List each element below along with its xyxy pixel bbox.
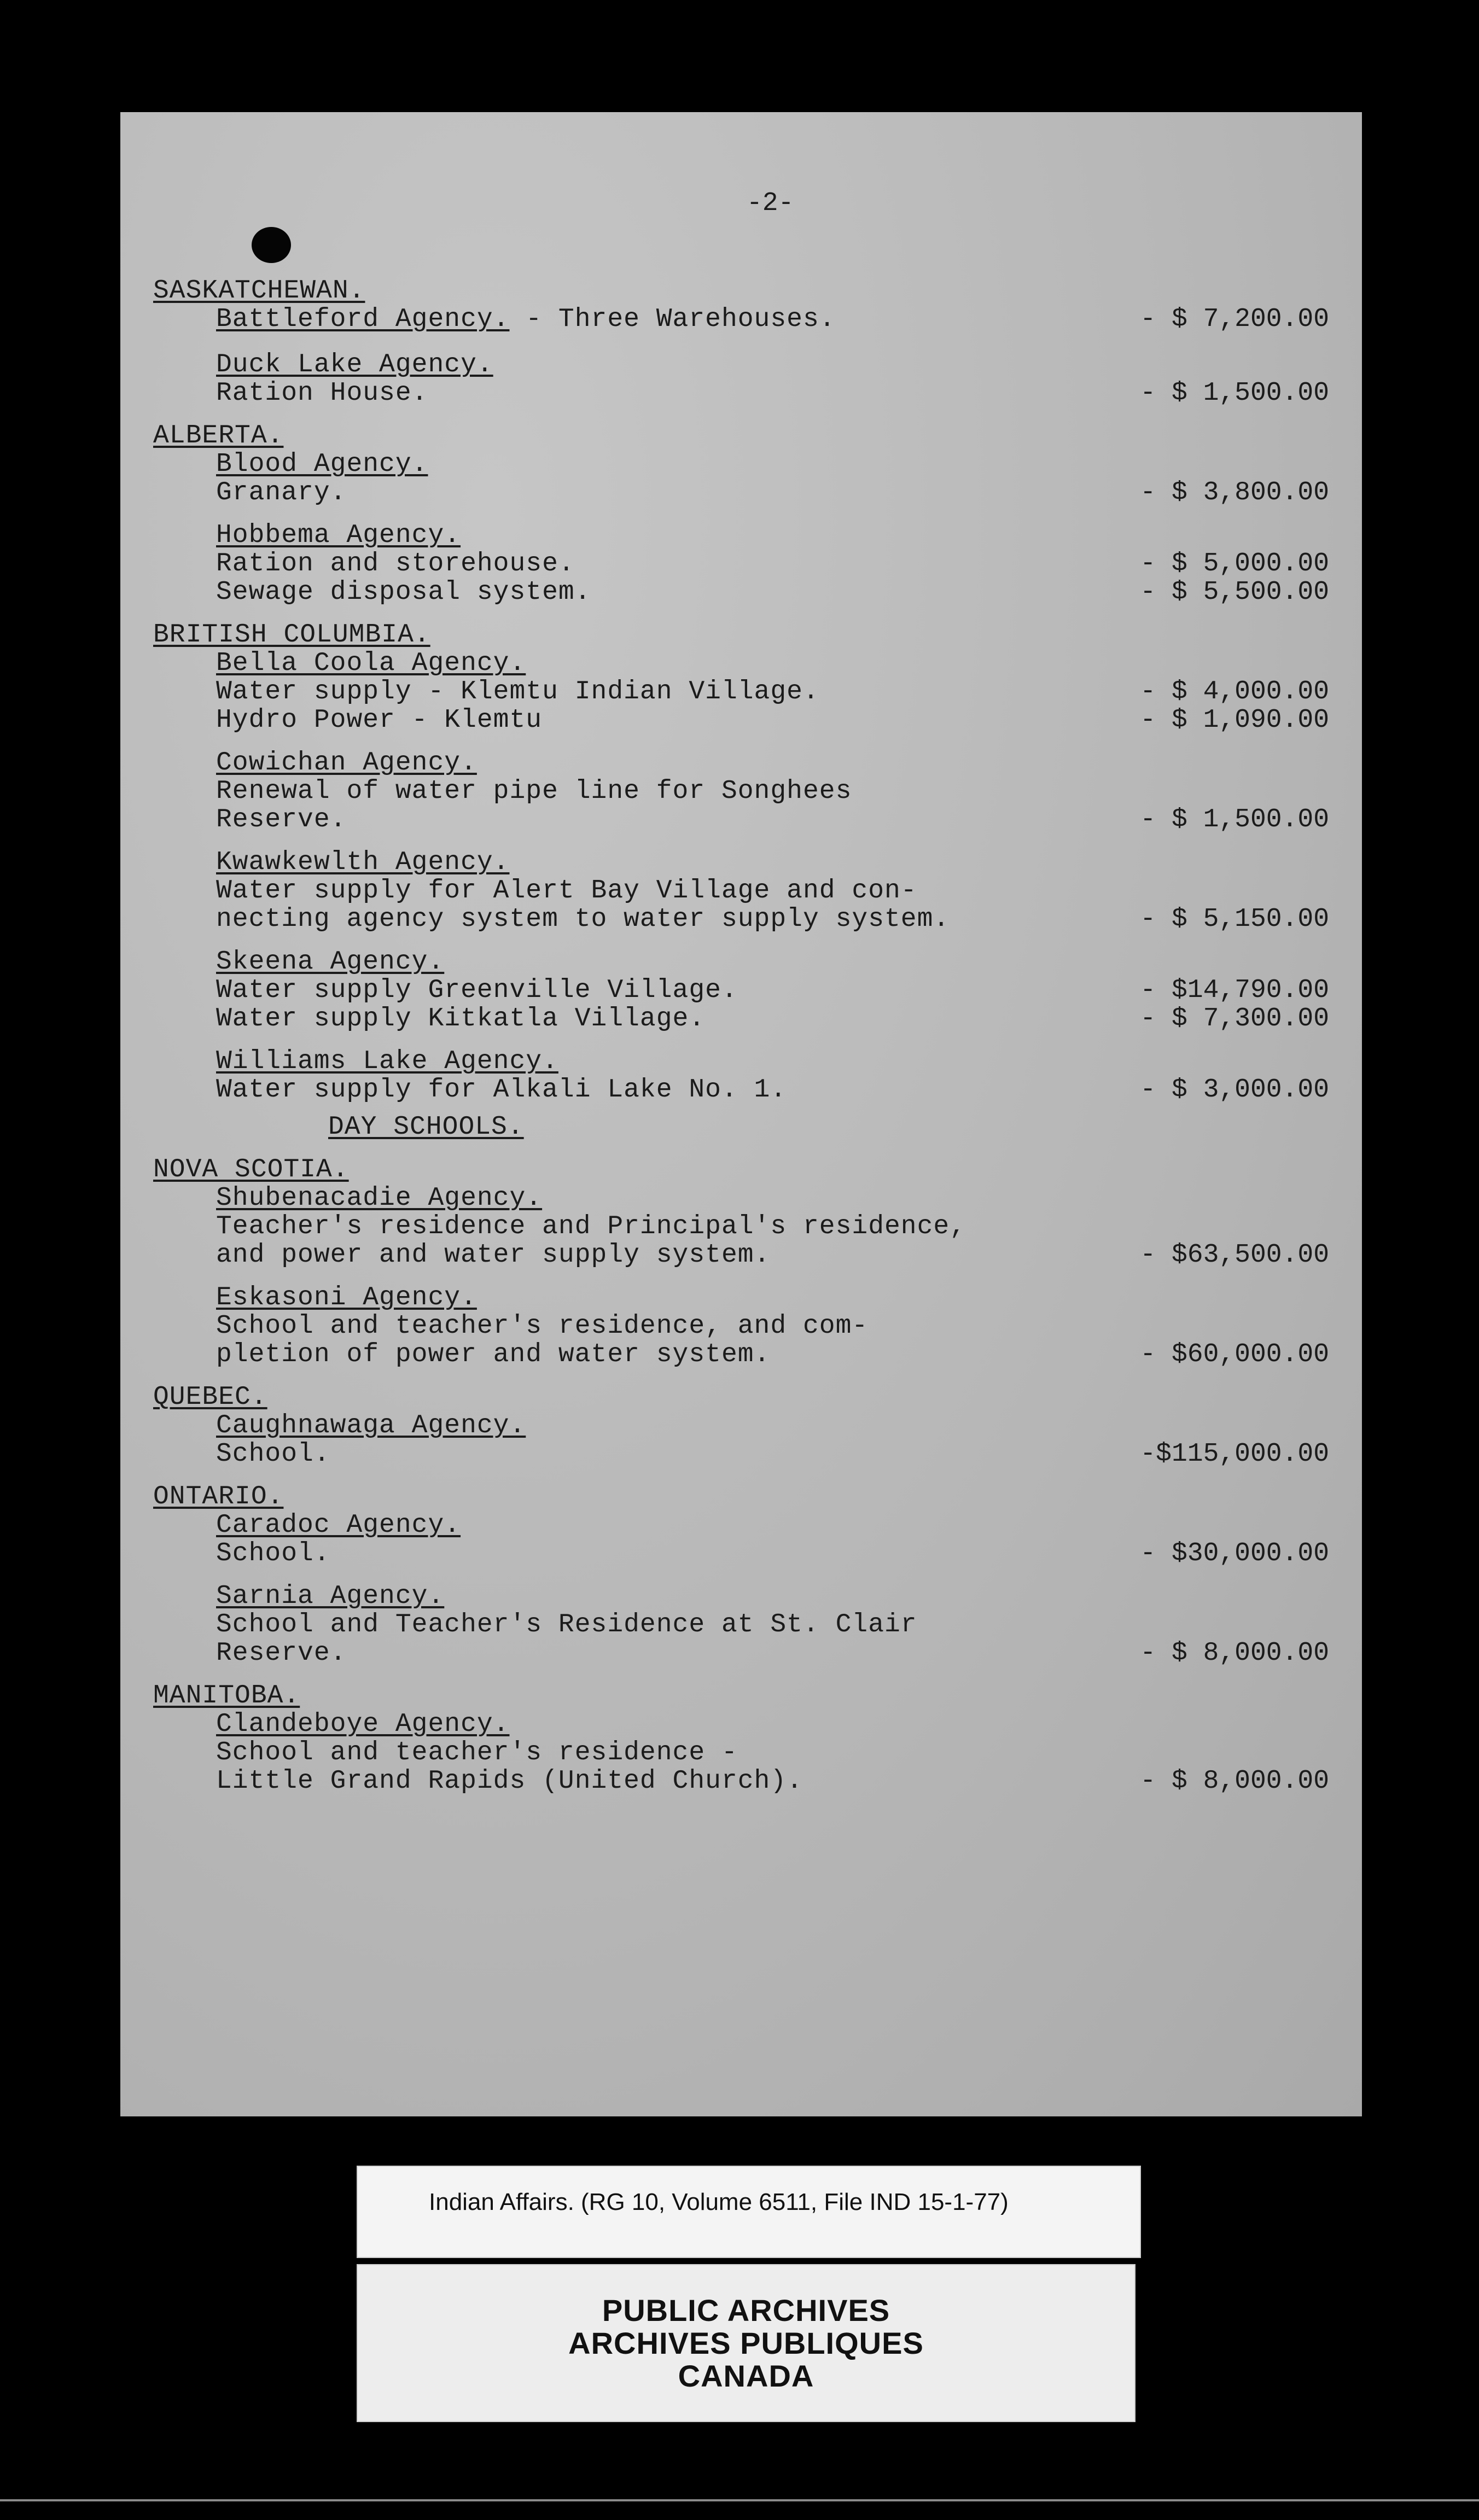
section-heading: [216, 521, 461, 550]
heading-text: Clandeboye Agency.: [216, 1709, 510, 1739]
amount-value: -$115,000.00: [1140, 1439, 1329, 1469]
heading-text: SASKATCHEWAN.: [153, 276, 365, 306]
entry-text: Renewal of water pipe line for Songhees: [216, 777, 852, 807]
entry-text: Reserve.: [216, 1638, 347, 1668]
amount-value: - $14,790.00: [1140, 976, 1329, 1006]
amount-value: - $ 8,000.00: [1140, 1638, 1329, 1668]
heading-text: Caughnawaga Agency.: [216, 1410, 526, 1440]
heading-text: Skeena Agency.: [216, 947, 445, 977]
amount-cell: [1099, 677, 1329, 710]
amount-value: - $ 4,000.00: [1140, 677, 1329, 707]
amount-value: - $ 1,500.00: [1140, 805, 1329, 835]
section-heading: [216, 947, 444, 977]
amount-value: - $ 5,500.00: [1140, 578, 1329, 608]
heading-text: Bella Coola Agency.: [216, 649, 526, 679]
amount-cell: [1099, 578, 1329, 610]
entry-text: Water supply for Alert Bay Village and con-: [216, 876, 917, 906]
document-page: [120, 112, 1362, 2116]
section-heading: [153, 421, 283, 451]
section-heading: [216, 1710, 509, 1739]
amount-cell: [1099, 1638, 1329, 1671]
amount-value: - $ 3,000.00: [1140, 1075, 1329, 1105]
entry-line: [216, 805, 346, 835]
heading-text: Hobbema Agency.: [216, 521, 461, 551]
section-heading: [153, 620, 430, 650]
heading-text: BRITISH COLUMBIA.: [153, 620, 430, 650]
amount-cell: [1099, 1439, 1329, 1472]
entry-text: pletion of power and water system.: [216, 1339, 771, 1369]
amount-value: - $63,500.00: [1140, 1240, 1329, 1270]
entry-line: [216, 1311, 868, 1341]
heading-text: Kwawkewlth Agency.: [216, 848, 510, 878]
heading-text: Battleford Agency.: [216, 305, 510, 334]
amount-value: - $ 1,500.00: [1140, 378, 1329, 409]
entry-text: Water supply - Klemtu Indian Village.: [216, 677, 819, 707]
heading-text: Caradoc Agency.: [216, 1510, 461, 1540]
entry-line: [216, 378, 428, 408]
amount-value: - $30,000.00: [1140, 1538, 1329, 1568]
entry-text: Reserve.: [216, 805, 347, 835]
heading-text: Sarnia Agency.: [216, 1581, 445, 1611]
amount-cell: [1099, 305, 1329, 337]
entry-line: [216, 1610, 917, 1640]
section-heading: [328, 1112, 524, 1142]
section-heading: [153, 1482, 283, 1512]
section-heading: [216, 1411, 526, 1440]
section-heading: [216, 305, 836, 334]
amount-cell: [1099, 976, 1329, 1008]
entry-line: [216, 1212, 966, 1241]
amount-cell: [1099, 1004, 1329, 1037]
amount-value: - $ 3,800.00: [1140, 478, 1329, 508]
entry-description: - Three Warehouses.: [509, 305, 836, 334]
entry-text: Water supply Kitkatla Village.: [216, 1004, 706, 1034]
entry-line: [216, 1004, 705, 1034]
stamp-line-3: CANADA: [678, 2359, 814, 2393]
punch-hole: [252, 227, 291, 263]
heading-text: ONTARIO.: [153, 1481, 284, 1512]
entry-text: Water supply for Alkali Lake No. 1.: [216, 1075, 787, 1105]
entry-line: [216, 1539, 330, 1568]
entry-text: Hydro Power - Klemtu: [216, 705, 543, 736]
heading-text: ALBERTA.: [153, 421, 284, 451]
entry-line: [216, 976, 738, 1005]
heading-text: NOVA SCOTIA.: [153, 1154, 349, 1185]
amount-cell: [1099, 549, 1329, 582]
section-heading: [153, 1155, 349, 1185]
entry-text: Granary.: [216, 478, 347, 508]
amount-cell: [1099, 378, 1329, 411]
entry-line: [216, 1340, 770, 1369]
heading-text: Williams Lake Agency.: [216, 1047, 558, 1077]
section-heading: [216, 649, 526, 678]
heading-text: Shubenacadie Agency.: [216, 1183, 543, 1213]
amount-value: - $ 5,000.00: [1140, 549, 1329, 579]
amount-cell: [1099, 705, 1329, 738]
entry-line: [216, 1240, 770, 1270]
amount-value: - $ 5,150.00: [1140, 905, 1329, 935]
section-heading: [216, 1582, 444, 1611]
section-heading: [216, 1510, 461, 1540]
entry-text: necting agency system to water supply system.: [216, 905, 950, 935]
entry-text: and power and water supply system.: [216, 1240, 771, 1270]
entry-line: [216, 777, 852, 806]
entry-line: [216, 1075, 787, 1105]
entry-text: School and teacher's residence -: [216, 1737, 738, 1768]
section-heading: [153, 1681, 300, 1711]
section-heading: [216, 1183, 542, 1213]
amount-cell: [1099, 1539, 1329, 1572]
section-heading: [153, 1382, 267, 1412]
entry-line: [216, 1766, 803, 1796]
entry-line: [216, 1439, 330, 1469]
entry-text: School.: [216, 1439, 330, 1469]
amount-value: - $ 1,090.00: [1140, 705, 1329, 736]
page-number: -2-: [747, 189, 794, 218]
amount-cell: [1099, 905, 1329, 937]
heading-text: Cowichan Agency.: [216, 748, 477, 778]
entry-line: [216, 1638, 346, 1668]
heading-text: QUEBEC.: [153, 1382, 267, 1412]
amount-cell: [1099, 805, 1329, 838]
entry-text: Water supply Greenville Village.: [216, 976, 738, 1006]
entry-text: School.: [216, 1538, 330, 1568]
entry-line: [216, 1738, 738, 1768]
section-heading: [216, 450, 428, 479]
amount-cell: [1099, 1240, 1329, 1273]
amount-value: - $60,000.00: [1140, 1339, 1329, 1369]
amount-cell: [1099, 1075, 1329, 1108]
entry-text: School and Teacher's Residence at St. Clair: [216, 1609, 917, 1640]
stamp-line-1: PUBLIC ARCHIVES: [602, 2293, 890, 2328]
entry-text: Sewage disposal system.: [216, 578, 591, 608]
heading-text: Duck Lake Agency.: [216, 350, 493, 380]
entry-text: Ration and storehouse.: [216, 549, 575, 579]
section-heading: [153, 276, 365, 306]
entry-line: [216, 549, 575, 579]
amount-value: - $ 8,000.00: [1140, 1766, 1329, 1796]
amount-value: - $ 7,300.00: [1140, 1004, 1329, 1034]
heading-text: MANITOBA.: [153, 1681, 300, 1711]
reference-text: Indian Affairs. (RG 10, Volume 6511, File IND 15-1-77): [429, 2189, 1009, 2215]
section-heading: [216, 748, 477, 778]
entry-line: [216, 578, 591, 607]
entry-text: Little Grand Rapids (United Church).: [216, 1766, 803, 1796]
section-heading: [216, 1283, 477, 1312]
amount-value: - $ 7,200.00: [1140, 305, 1329, 334]
entry-text: Ration House.: [216, 378, 428, 409]
heading-text: DAY SCHOOLS.: [328, 1112, 524, 1142]
amount-cell: [1099, 1340, 1329, 1373]
section-heading: [216, 350, 493, 380]
amount-cell: [1099, 478, 1329, 511]
section-heading: [216, 1047, 558, 1076]
reference-label: [357, 2166, 1141, 2258]
film-edge: [0, 2499, 1479, 2501]
archive-stamp: [357, 2264, 1136, 2422]
entry-text: Teacher's residence and Principal's residence,: [216, 1211, 966, 1241]
stamp-line-2: ARCHIVES PUBLIQUES: [568, 2326, 924, 2360]
entry-line: [216, 705, 542, 735]
entry-line: [216, 876, 917, 906]
entry-text: School and teacher's residence, and com-: [216, 1311, 869, 1341]
entry-line: [216, 677, 819, 707]
heading-text: Eskasoni Agency.: [216, 1282, 477, 1312]
amount-cell: [1099, 1766, 1329, 1799]
entry-line: [216, 478, 346, 508]
entry-line: [216, 905, 950, 934]
heading-text: Blood Agency.: [216, 450, 428, 480]
section-heading: [216, 848, 509, 877]
